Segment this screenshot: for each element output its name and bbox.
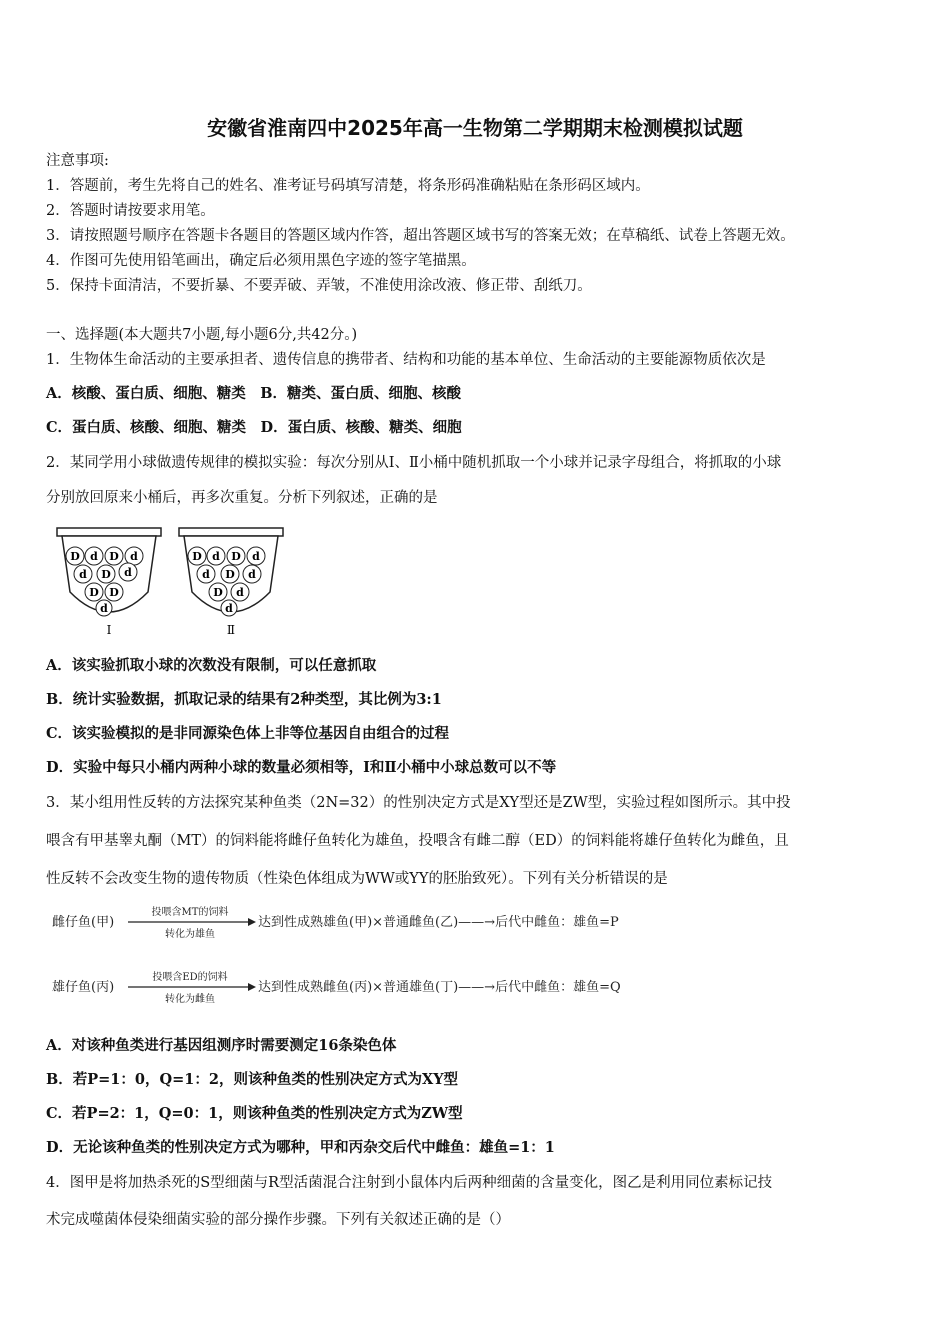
ball-label: d xyxy=(100,602,108,615)
row1-end: 达到性成熟雄鱼(甲)×普通雌鱼(乙)——→后代中雌鱼：雄鱼=P xyxy=(258,915,619,930)
ball-label: d xyxy=(130,550,138,563)
bucket-1 xyxy=(57,528,161,637)
ball-label: d xyxy=(252,550,260,563)
q3-stem-line2: 喂含有甲基睾丸酮（MT）的饲料能将雌仔鱼转化为雄鱼，投喂含有雌二醇（ED）的饲料能将雄仔鱼转化为雌鱼，且 xyxy=(46,833,789,849)
ball-label: D xyxy=(101,568,111,581)
ball-label: d xyxy=(202,568,210,581)
ball-label: d xyxy=(212,550,220,563)
q1-options-row2: C．蛋白质、核酸、细胞、糖类 D．蛋白质、核酸、糖类、细胞 xyxy=(46,419,462,436)
q3-option-d: D．无论该种鱼类的性别决定方式为哪种，甲和丙杂交后代中雌鱼：雄鱼=1：1 xyxy=(46,1139,555,1156)
row2-arrow-bottom: 转化为雌鱼 xyxy=(165,994,215,1005)
q2-option-b: B．统计实验数据，抓取记录的结果有2种类型，其比例为3:1 xyxy=(46,691,442,708)
q2-option-d: D．实验中每只小桶内两种小球的数量必须相等，Ⅰ和Ⅱ小桶中小球总数可以不等 xyxy=(46,759,557,776)
ball-label: d xyxy=(79,568,87,581)
q3-option-b: B．若P=1：0，Q=1：2，则该种鱼类的性别决定方式为XY型 xyxy=(46,1071,459,1088)
row2-start: 雄仔鱼(丙) xyxy=(52,980,115,995)
q3-stem-line3: 性反转不会改变生物的遗传物质（性染色体组成为WW或YY的胚胎致死）。下列有关分析错误的是 xyxy=(46,871,668,887)
row1-arrow-bottom: 转化为雄鱼 xyxy=(165,929,215,940)
q1-stem: 1．生物体生命活动的主要承担者、遗传信息的携带者、结构和功能的基本单位、生命活动的主要能源物质依次是 xyxy=(46,352,766,368)
ball-label: d xyxy=(248,568,256,581)
ball-label: D xyxy=(225,568,235,581)
ball-label: d xyxy=(124,566,132,579)
q2-option-a: A．该实验抓取小球的次数没有限制，可以任意抓取 xyxy=(46,657,377,674)
q2-option-c: C．该实验模拟的是非同源染色体上非等位基因自由组合的过程 xyxy=(46,725,450,742)
ball-label: D xyxy=(213,586,223,599)
row1-arrow-top: 投喂含MT的饲料 xyxy=(151,907,229,918)
ball-label: D xyxy=(192,550,202,563)
q3-experiment-diagram xyxy=(52,898,712,1010)
page-title: 安徽省淮南四中2025年高一生物第二学期期末检测模拟试题 xyxy=(207,116,743,140)
ball-label: D xyxy=(70,550,80,563)
q3-stem-line1: 3．某小组用性反转的方法探究某种鱼类（2N=32）的性别决定方式是XY型还是ZW型，实验过程如图所示。其中投 xyxy=(46,795,791,811)
ball-label: D xyxy=(89,586,99,599)
q3-option-a: A．对该种鱼类进行基因组测序时需要测定16条染色体 xyxy=(46,1037,397,1054)
notice-heading: 注意事项: xyxy=(46,153,109,169)
row1-start: 雌仔鱼(甲) xyxy=(52,915,115,930)
q4-stem-line2: 术完成噬菌体侵染细菌实验的部分操作步骤。下列有关叙述正确的是（） xyxy=(46,1212,510,1228)
ball-label: d xyxy=(90,550,98,563)
q2-buckets-figure xyxy=(52,522,292,642)
bucket-label-2: Ⅱ xyxy=(226,623,236,637)
notice-item: 5．保持卡面清洁，不要折暴、不要弄破、弄皱，不准使用涂改液、修正带、刮纸刀。 xyxy=(46,278,592,294)
bucket-2 xyxy=(179,528,283,637)
bucket-label-1: Ⅰ xyxy=(106,623,112,637)
q3-option-c: C．若P=2：1，Q=0：1，则该种鱼类的性别决定方式为ZW型 xyxy=(46,1105,463,1122)
q1-options-row1: A．核酸、蛋白质、细胞、糖类 B．糖类、蛋白质、细胞、核酸 xyxy=(46,385,462,402)
q2-stem-line2: 分别放回原来小桶后，再多次重复。分析下列叙述，正确的是 xyxy=(46,490,438,506)
ball-label: D xyxy=(109,586,119,599)
notice-item: 4．作图可先使用铅笔画出，确定后必须用黑色字迹的签字笔描黑。 xyxy=(46,253,476,269)
row2-end: 达到性成熟雌鱼(丙)×普通雄鱼(丁)——→后代中雌鱼：雄鱼=Q xyxy=(258,980,621,995)
ball-label: d xyxy=(236,586,244,599)
ball-label: D xyxy=(109,550,119,563)
section-heading: 一、选择题(本大题共7小题,每小题6分,共42分。) xyxy=(46,327,358,343)
notice-item: 2．答题时请按要求用笔。 xyxy=(46,203,215,219)
notice-item: 3．请按照题号顺序在答题卡各题目的答题区域内作答，超出答题区域书写的答案无效；在草稿纸、试卷上答题无效。 xyxy=(46,228,795,244)
ball-label: D xyxy=(231,550,241,563)
ball-label: d xyxy=(225,602,233,615)
notice-item: 1．答题前，考生先将自己的姓名、准考证号码填写清楚，将条形码准确粘贴在条形码区域内。 xyxy=(46,178,650,194)
row2-arrow-top: 投喂含ED的饲料 xyxy=(152,972,228,983)
q2-stem-line1: 2．某同学用小球做遗传规律的模拟实验：每次分别从Ⅰ、Ⅱ小桶中随机抓取一个小球并记录字母组合，将抓取的小球 xyxy=(46,455,782,471)
q4-stem-line1: 4．图甲是将加热杀死的S型细菌与R型活菌混合注射到小鼠体内后两种细菌的含量变化，图乙是利用同位素标记技 xyxy=(46,1175,773,1191)
